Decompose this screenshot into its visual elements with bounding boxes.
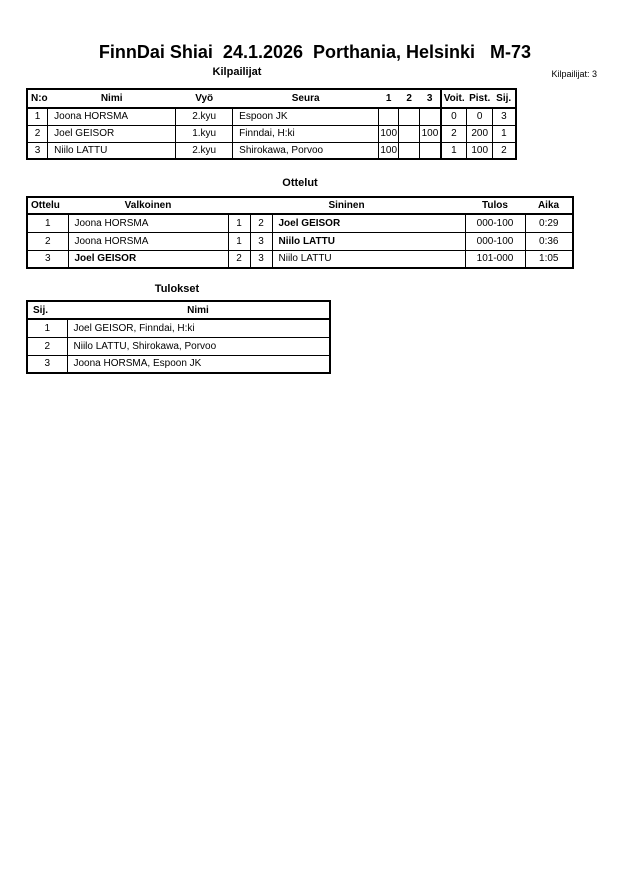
ottelut-heading: Ottelut — [282, 177, 318, 189]
cell-voit: 0 — [441, 108, 467, 125]
cell-sij: 2 — [493, 142, 516, 159]
table-row — [27, 355, 330, 373]
cell-voit: 1 — [441, 142, 467, 159]
col-header-sij: Sij. — [493, 89, 516, 108]
cell-time: 0:29 — [525, 214, 573, 232]
cell-white-name: Joona HORSMA — [68, 214, 228, 232]
cell-time: 1:05 — [525, 250, 573, 268]
cell-round2 — [399, 125, 420, 142]
cell-white-number: 2 — [228, 250, 250, 268]
cell-vyo: 2.kyu — [176, 142, 233, 159]
cell-place: 3 — [27, 355, 67, 373]
cell-blue-name: Niilo LATTU — [272, 232, 465, 250]
col-header-no: N:o — [27, 89, 48, 108]
cell-nimi: Joona HORSMA — [48, 108, 176, 125]
tulokset-header-row — [27, 301, 330, 319]
cell-seura: Espoon JK — [233, 108, 379, 125]
cell-sij: 3 — [493, 108, 516, 125]
col-header-nimi: Nimi — [67, 301, 330, 319]
kilpailijat-count: Kilpailijat: 3 — [551, 69, 597, 79]
cell-white-number: 1 — [228, 214, 250, 232]
cell-vyo: 1.kyu — [176, 125, 233, 142]
cell-white-number: 1 — [228, 232, 250, 250]
cell-nimi: Niilo LATTU — [48, 142, 176, 159]
col-header-sininen: Sininen — [228, 197, 465, 214]
cell-sij: 1 — [493, 125, 516, 142]
cell-match-no: 1 — [27, 214, 68, 232]
table-row — [27, 214, 573, 232]
table-row — [27, 232, 573, 250]
cell-seura: Shirokawa, Porvoo — [233, 142, 379, 159]
col-header-tulos: Tulos — [465, 197, 525, 214]
cell-nimi: Joel GEISOR — [48, 125, 176, 142]
col-header-pist: Pist. — [467, 89, 493, 108]
cell-time: 0:36 — [525, 232, 573, 250]
col-header-round1: 1 — [379, 89, 399, 108]
cell-round3 — [420, 142, 441, 159]
col-header-seura: Seura — [233, 89, 379, 108]
cell-white-name: Joel GEISOR — [68, 250, 228, 268]
cell-pist: 100 — [467, 142, 493, 159]
col-header-round3: 3 — [420, 89, 441, 108]
cell-round3 — [420, 108, 441, 125]
cell-place: 2 — [27, 337, 67, 355]
ottelut-table — [26, 196, 574, 269]
cell-score: 101-000 — [465, 250, 525, 268]
cell-place: 1 — [27, 319, 67, 337]
cell-match-no: 3 — [27, 250, 68, 268]
table-row — [27, 319, 330, 337]
cell-no: 1 — [27, 108, 48, 125]
col-header-valkoinen: Valkoinen — [68, 197, 228, 214]
table-row — [27, 250, 573, 268]
kilpailijat-header-row — [27, 89, 516, 108]
page-title: FinnDai Shiai 24.1.2026 Porthania, Helsinki M-73 — [98, 42, 532, 62]
cell-round2 — [399, 142, 420, 159]
cell-no: 3 — [27, 142, 48, 159]
table-row — [27, 337, 330, 355]
cell-round1: 100 — [379, 142, 399, 159]
cell-competitor: Joel GEISOR, Finndai, H:ki — [67, 319, 330, 337]
cell-blue-number: 2 — [250, 214, 272, 232]
kilpailijat-heading: Kilpailijat — [212, 66, 262, 78]
col-header-aika: Aika — [525, 197, 573, 214]
cell-vyo: 2.kyu — [176, 108, 233, 125]
cell-score: 000-100 — [465, 214, 525, 232]
cell-blue-name: Joel GEISOR — [272, 214, 465, 232]
col-header-sij: Sij. — [27, 301, 67, 319]
cell-seura: Finndai, H:ki — [233, 125, 379, 142]
ottelut-header-row — [27, 197, 573, 214]
col-header-nimi: Nimi — [48, 89, 176, 108]
cell-match-no: 2 — [27, 232, 68, 250]
cell-blue-number: 3 — [250, 250, 272, 268]
cell-voit: 2 — [441, 125, 467, 142]
cell-score: 000-100 — [465, 232, 525, 250]
col-header-voit: Voit. — [441, 89, 467, 108]
tulokset-table — [26, 300, 331, 374]
cell-round2 — [399, 108, 420, 125]
col-header-ottelu: Ottelu — [27, 197, 68, 214]
cell-competitor: Joona HORSMA, Espoon JK — [67, 355, 330, 373]
table-row — [27, 125, 516, 142]
cell-round3: 100 — [420, 125, 441, 142]
kilpailijat-table — [26, 88, 517, 160]
table-row — [27, 142, 516, 159]
table-row — [27, 108, 516, 125]
cell-pist: 0 — [467, 108, 493, 125]
cell-competitor: Niilo LATTU, Shirokawa, Porvoo — [67, 337, 330, 355]
cell-pist: 200 — [467, 125, 493, 142]
cell-round1 — [379, 108, 399, 125]
cell-blue-number: 3 — [250, 232, 272, 250]
cell-blue-name: Niilo LATTU — [272, 250, 465, 268]
col-header-vyo: Vyö — [176, 89, 233, 108]
cell-no: 2 — [27, 125, 48, 142]
col-header-round2: 2 — [399, 89, 420, 108]
cell-round1: 100 — [379, 125, 399, 142]
cell-white-name: Joona HORSMA — [68, 232, 228, 250]
tulokset-heading: Tulokset — [154, 283, 200, 295]
